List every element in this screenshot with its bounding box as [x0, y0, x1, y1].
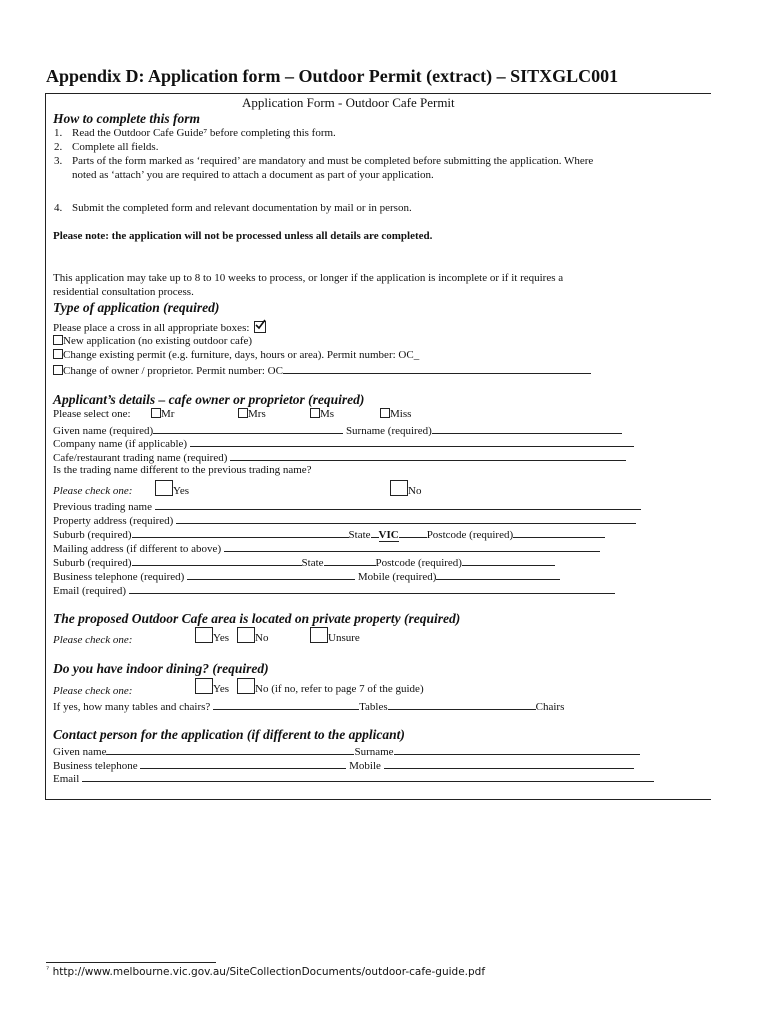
contact-email-field[interactable] — [82, 771, 654, 782]
postcode2-field[interactable] — [462, 555, 555, 566]
suburb-row — [53, 527, 605, 542]
prop-label: Property address (required) — [53, 515, 174, 527]
contact-surname-field[interactable] — [394, 744, 640, 755]
trading-field[interactable] — [230, 450, 626, 461]
state2-label: State — [301, 557, 324, 569]
email-label: Email (required) — [53, 585, 126, 597]
mobile-label: Mobile (required) — [357, 571, 437, 583]
company-label: Company name (if applicable) — [53, 438, 188, 450]
suburb2-field[interactable] — [132, 555, 302, 566]
private-no[interactable] — [237, 627, 268, 645]
bus-tel-label: Business telephone (required) — [53, 571, 185, 583]
private-unsure[interactable] — [310, 627, 360, 645]
checkbox-ms[interactable] — [310, 408, 320, 418]
prev-field[interactable] — [155, 499, 641, 510]
note: Please note: the application will not be processed unless all details are completed. — [53, 230, 433, 242]
checkbox-mr[interactable] — [151, 408, 161, 418]
private-check-one: Please check one: — [53, 634, 133, 646]
permit-number-line[interactable] — [283, 363, 591, 374]
state-value: VIC — [378, 529, 399, 541]
company-row — [53, 436, 634, 451]
private-yes[interactable] — [195, 627, 229, 645]
contact-email-label: Email — [53, 773, 80, 785]
email-row — [53, 583, 615, 598]
diff-no[interactable] — [390, 480, 421, 498]
state2-field[interactable] — [324, 555, 376, 566]
tables-field[interactable] — [213, 699, 359, 710]
processing-text-1: This application may take up to 8 to 10 weeks to process, or longer if the application is incomplete or if it requires a — [53, 272, 564, 284]
type-instruction-row — [53, 321, 266, 335]
type-option-new[interactable] — [53, 335, 252, 348]
given-name-field[interactable] — [153, 423, 343, 434]
prop-field[interactable] — [176, 513, 636, 524]
step-3a: Parts of the form marked as ‘required’ are mandatory and must be completed before submitting the application. Where — [72, 155, 594, 167]
suburb-label: Suburb (required) — [53, 529, 132, 541]
step-3b: noted as ‘attach’ you are required to attach a document as part of your application. — [72, 169, 434, 181]
contact-surname-label: Surname — [354, 746, 394, 758]
contact-given-label: Given name — [53, 746, 107, 758]
postcode-label: Postcode (required) — [426, 529, 514, 541]
chairs-label: Chairs — [535, 701, 565, 713]
state-line-left — [371, 527, 379, 538]
private-no-label: No — [255, 632, 269, 644]
form-title: Application Form - Outdoor Cafe Permit — [242, 95, 455, 110]
postcode-field[interactable] — [513, 527, 605, 538]
contact-given-row — [53, 744, 640, 759]
email-field[interactable] — [129, 583, 615, 594]
checkbox-diff-yes[interactable] — [155, 480, 173, 496]
applicant-title: Applicant’s details – cafe owner or proprietor (required) — [53, 392, 365, 407]
diff-question: Is the trading name different to the previous trading name? — [53, 464, 312, 476]
checkbox-private-no[interactable] — [237, 627, 255, 643]
footnote-mark: ⁷ — [46, 965, 50, 974]
diff-yes-label: Yes — [173, 485, 190, 497]
contact-tel-label: Business telephone — [53, 760, 138, 772]
footnote-divider — [46, 962, 216, 963]
type-option-change[interactable] — [53, 349, 419, 362]
title-miss-label: Miss — [390, 408, 412, 420]
footnote-url[interactable]: http://www.melbourne.vic.gov.au/SiteCollectionDocuments/outdoor-cafe-guide.pdf — [52, 966, 486, 978]
indoor-check-one: Please check one: — [53, 685, 133, 697]
how-to-title: How to complete this form — [53, 111, 200, 126]
postcode2-label: Postcode (required) — [375, 557, 462, 569]
state-line-right — [399, 527, 427, 538]
title-ms[interactable] — [310, 408, 334, 421]
step-4-num: 4. — [54, 202, 63, 214]
indoor-no[interactable] — [237, 678, 424, 696]
checkbox-private-unsure[interactable] — [310, 627, 328, 643]
checkbox-miss[interactable] — [380, 408, 390, 418]
type-instruction: Please place a cross in all appropriate boxes: — [53, 322, 250, 334]
page-heading: Appendix D: Application form – Outdoor Permit (extract) – SITXGLC001 — [46, 66, 619, 86]
indoor-yes-label: Yes — [213, 683, 230, 695]
how-many-label: If yes, how many tables and chairs? — [53, 701, 211, 713]
type-option-new-label: New application (no existing outdoor cafe) — [63, 335, 253, 347]
diff-no-label: No — [408, 485, 422, 497]
indoor-yes[interactable] — [195, 678, 229, 696]
step-2: Complete all fields. — [72, 141, 159, 153]
given-name-label: Given name (required) — [53, 425, 154, 437]
processing-text-2: residential consultation process. — [53, 286, 194, 298]
bus-tel-field[interactable] — [187, 569, 355, 580]
trading-label: Cafe/restaurant trading name (required) — [53, 452, 228, 464]
title-mr-label: Mr — [161, 408, 175, 420]
indoor-title: Do you have indoor dining? (required) — [53, 661, 269, 676]
title-ms-label: Ms — [320, 408, 335, 420]
type-title: Type of application (required) — [53, 300, 220, 315]
mail-field[interactable] — [224, 541, 600, 552]
contact-mobile-label: Mobile — [349, 760, 381, 772]
title-mr[interactable] — [151, 408, 174, 421]
check-one-label: Please check one: — [53, 485, 133, 497]
checkbox-indoor-no[interactable] — [237, 678, 255, 694]
checked-box-icon — [254, 321, 266, 333]
checkbox-change-permit[interactable] — [53, 349, 63, 359]
private-title: The proposed Outdoor Cafe area is located on private property (required) — [53, 611, 461, 626]
private-unsure-label: Unsure — [328, 632, 360, 644]
surname-label: Surname (required) — [345, 425, 432, 437]
indoor-no-label: No (if no, refer to page 7 of the guide) — [255, 683, 424, 695]
step-1-num: 1. — [54, 127, 63, 139]
checkbox-diff-no[interactable] — [390, 480, 408, 496]
mail-row — [53, 541, 600, 556]
private-yes-label: Yes — [213, 632, 230, 644]
checkbox-change-owner[interactable] — [53, 365, 63, 375]
trading-row — [53, 450, 626, 465]
checkbox-private-yes[interactable] — [195, 627, 213, 643]
mail-label: Mailing address (if different to above) — [53, 543, 222, 555]
title-miss[interactable] — [380, 408, 411, 421]
how-many-row — [53, 699, 564, 714]
prev-row — [53, 499, 641, 514]
suburb-field[interactable] — [132, 527, 349, 538]
type-option-owner-label: Change of owner / proprietor. Permit number: OC — [63, 365, 283, 377]
checkbox-indoor-yes[interactable] — [195, 678, 213, 694]
diff-yes[interactable] — [155, 480, 189, 498]
applicant-select-label: Please select one: — [53, 408, 131, 420]
contact-mobile-field[interactable] — [384, 758, 634, 769]
company-field[interactable] — [190, 436, 634, 447]
step-1: Read the Outdoor Cafe Guide⁷ before completing this form. — [72, 127, 336, 139]
prev-label: Previous trading name — [53, 501, 152, 513]
suburb2-row — [53, 555, 555, 570]
step-3-num: 3. — [54, 155, 63, 167]
surname-field[interactable] — [432, 423, 622, 434]
contact-email-row — [53, 771, 654, 786]
mobile-field[interactable] — [436, 569, 560, 580]
tables-label: Tables — [359, 701, 388, 713]
chairs-field[interactable] — [388, 699, 536, 710]
contact-tel-field[interactable] — [140, 758, 346, 769]
prop-row — [53, 513, 636, 528]
checkbox-new-application[interactable] — [53, 335, 63, 345]
step-2-num: 2. — [54, 141, 63, 153]
type-option-change-label: Change existing permit (e.g. furniture, days, hours or area). Permit number: OC_ — [63, 349, 420, 361]
checkbox-mrs[interactable] — [238, 408, 248, 418]
step-4: Submit the completed form and relevant documentation by mail or in person. — [72, 202, 412, 214]
contact-title: Contact person for the application (if different to the applicant) — [53, 727, 405, 742]
contact-given-field[interactable] — [106, 744, 354, 755]
state-label: State — [348, 529, 371, 541]
suburb2-label: Suburb (required) — [53, 557, 132, 569]
footnote — [46, 965, 485, 978]
bus-tel-row — [53, 569, 560, 584]
title-mrs-label: Mrs — [248, 408, 266, 420]
title-mrs[interactable] — [238, 408, 266, 421]
type-option-owner[interactable] — [53, 363, 591, 378]
